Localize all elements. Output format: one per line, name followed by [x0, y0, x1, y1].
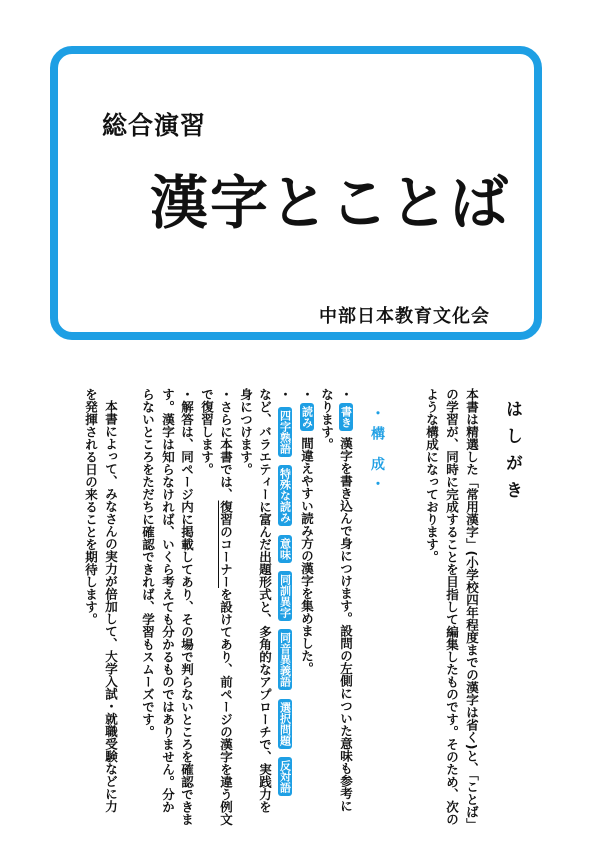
closing-line-1: 本書によって、みなさんの実力が倍加して、大学入試・就職受験などに力 — [103, 400, 119, 813]
closing-line-2: を発揮される日の来ることを期待します。 — [83, 388, 99, 626]
tag-yojijukugo: 四字熟語 — [278, 407, 292, 457]
item-3-line-3: 身につけます。 — [238, 388, 254, 476]
tag-sentaku-mondai: 選択問題 — [278, 699, 292, 749]
preface-heading: はしがき — [502, 400, 522, 508]
tag-tokushu-yomi: 特殊な読み — [278, 465, 292, 526]
tag-yomi: 読み — [300, 403, 314, 431]
item-4-line-1: ・さらに本書では、復習のコーナーを設けてあり、前ページの漢字を違う例文 — [218, 388, 234, 826]
book-subtitle: 総合演習 — [102, 111, 207, 140]
item-5-line-1: ・解答は、同ページ内に掲載してあり、その場で判らないところを確認できま — [179, 388, 195, 826]
tag-doon-igigo: 同音異義語 — [278, 629, 292, 690]
item-1-line-2: なります。 — [319, 388, 335, 451]
section-title: ・構 成・ — [369, 406, 385, 497]
tag-dokun-iji: 同訓異字 — [278, 571, 292, 621]
intro-line-2: の学習が、同時に完成することを目指して編集したものです。そのため、次の — [444, 388, 460, 826]
tag-imi: 意味 — [278, 535, 292, 563]
item-5-line-3: らないところをただちに確認できれば、学習もスムーズです。 — [140, 388, 156, 738]
item-1-line-1: ・書き 漢字を書き込んで身につけます。設問の左側についた意味も参考に — [338, 388, 354, 812]
item-2-line-1: ・読み 間違えやすい読み方の漢字を集めました。 — [299, 388, 315, 675]
title-box — [50, 46, 542, 340]
item-3-line-1: ・ 四字熟語 特殊な読み 意味 同訓異字 同音異義語 選択問題 反対語 — [276, 388, 293, 798]
tag-hantaigo: 反対語 — [278, 757, 292, 796]
item-5-line-2: す。漢字は知らなければ、いくら考えても分かるものではありません。分か — [160, 388, 176, 813]
intro-line-1: 本書は精選した「常用漢字」(小学校四年程度までの漢字は省く)と、「ことば」 — [464, 388, 480, 831]
publisher-name: 中部日本教育文化会 — [319, 306, 490, 327]
book-title: 漢字とことば — [150, 169, 511, 237]
tag-kaki: 書き — [339, 403, 353, 431]
item-4-line-2: で復習します。 — [199, 388, 215, 476]
intro-line-3: ような構成になっております。 — [424, 388, 440, 563]
item-3-line-2: など、バラエティーに富んだ出題形式と、多角的なアプローチで、実践力を — [257, 388, 273, 813]
